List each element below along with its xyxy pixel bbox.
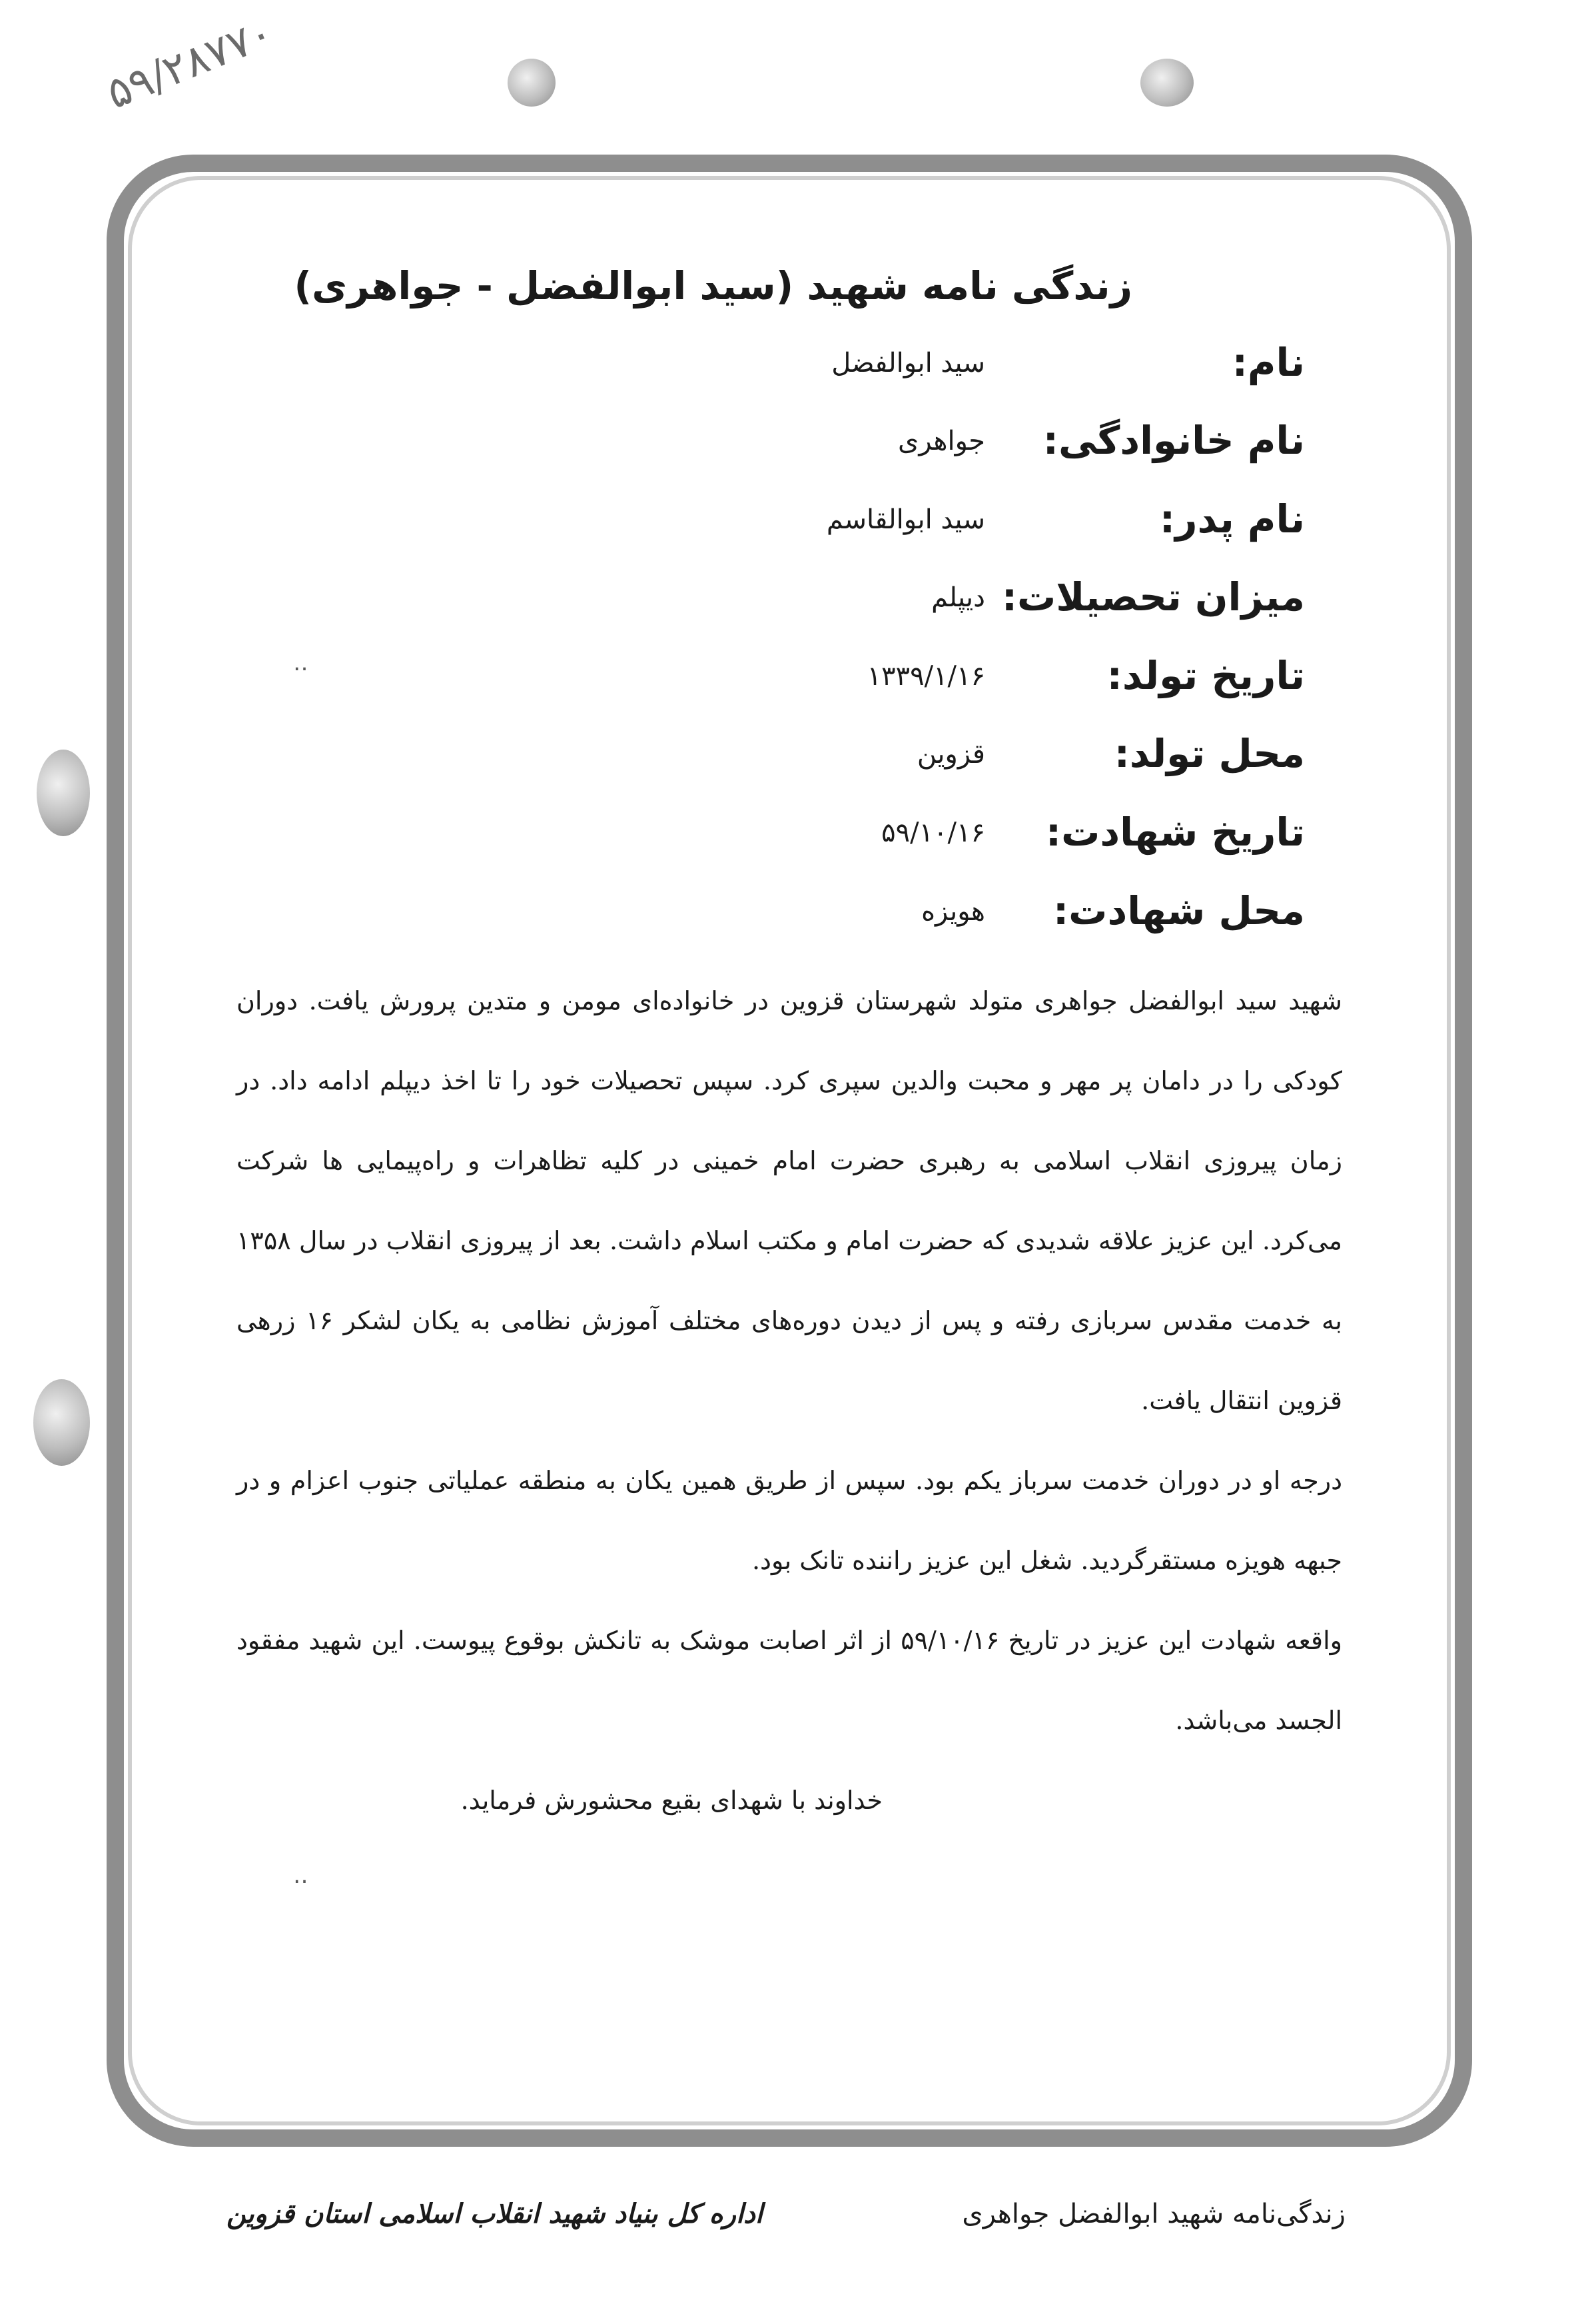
footer-document-title: زندگی‌نامه شهید ابوالفضل جواهری xyxy=(962,2199,1346,2229)
punch-hole-top-left xyxy=(508,59,556,107)
field-value: سید ابوالفضل xyxy=(831,348,985,378)
field-family-name xyxy=(0,418,1588,478)
field-martyrdom-date xyxy=(0,810,1588,870)
field-value: ۱۳۳۹/۱/۱۶ xyxy=(867,661,985,692)
field-label: محل تولد: xyxy=(1114,731,1305,776)
field-name xyxy=(0,340,1588,400)
punch-hole-top-right xyxy=(1140,59,1194,107)
biography-paragraph: شهید سید ابوالفضل جواهری متولد شهرستان قزوین در خانواده‌ای مومن و متدین پرورش یافت. دوران کودکی را در دامان پر مهر و محبت والدین سپری کرد. سپس تحصیلات خود را تا اخذ دیپلم ادامه داد. در زمان پیروزی انقلاب اسلامی به رهبری حضرت امام خمینی در کلیه تظاهرات و راه‌پیمایی ها شرکت می‌کرد. این عزیز علاقه شدیدی که حضرت امام و مکتب اسلام داشت. بعد از پیروزی انقلاب در سال ۱۳۵۸ به خدمت مقدس سربازی رفته و پس از دیدن دوره‌های مختلف آموزش نظامی به یکان لشکر ۱۶ زرهی قزوین انتقال یافت. xyxy=(236,986,1342,1415)
field-value: ۵۹/۱۰/۱۶ xyxy=(881,818,985,848)
handwritten-archive-number: ۵۹/۲۸۷۷۰ xyxy=(100,7,280,119)
field-birth-date xyxy=(0,653,1588,713)
field-value: سید ابوالقاسم xyxy=(826,504,985,535)
field-label: تاریخ شهادت: xyxy=(1045,810,1305,855)
field-value: دیپلم xyxy=(931,582,985,613)
field-label: تاریخ تولد: xyxy=(1106,653,1305,698)
punch-hole-left-lower xyxy=(33,1379,90,1466)
biography-paragraph: درجه او در دوران خدمت سرباز یکم بود. سپس از طریق همین یکان به منطقه عملیاتی جنوب اعزام و در جبهه هویزه مستقرگردید. شغل این عزیز راننده تانک بود. xyxy=(236,1466,1342,1575)
field-label: نام: xyxy=(1232,340,1305,385)
field-education xyxy=(0,574,1588,634)
closing-prayer: خداوند با شهدای بقیع محشورش فرماید. xyxy=(460,1786,883,1815)
biography-text xyxy=(236,961,1342,1840)
page-title: زندگی نامه شهید (سید ابوالفضل - جواهری) xyxy=(294,263,1132,308)
field-label: محل شهادت: xyxy=(1052,888,1305,933)
field-father-name xyxy=(0,496,1588,556)
ink-speck: ‥ xyxy=(293,650,308,676)
field-label: نام پدر: xyxy=(1159,496,1305,542)
field-value: جواهری xyxy=(898,426,985,456)
field-value: هویزه xyxy=(921,896,985,927)
field-martyrdom-place xyxy=(0,888,1588,948)
footer-organization: اداره کل بنیاد شهید انقلاب اسلامی استان قزوین xyxy=(226,2199,763,2229)
page-footer xyxy=(226,2199,1346,2245)
field-value: قزوین xyxy=(917,739,985,770)
biography-paragraph: واقعه شهادت این عزیز در تاریخ ۵۹/۱۰/۱۶ از اثر اصابت موشک به تانکش بوقوع پیوست. این شهید مفقود الجسد می‌باشد. xyxy=(236,1626,1342,1735)
ink-speck: ‥ xyxy=(293,1862,308,1889)
field-label: میزان تحصیلات: xyxy=(1001,574,1305,620)
field-birth-place xyxy=(0,731,1588,791)
field-label: نام خانوادگی: xyxy=(1042,418,1305,463)
